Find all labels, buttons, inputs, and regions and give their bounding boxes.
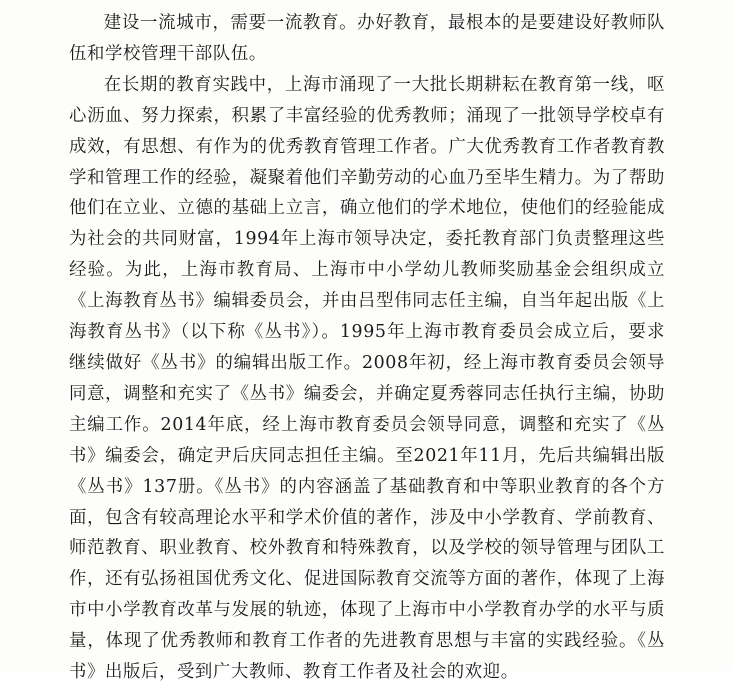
paragraph-history: 在长期的教育实践中，上海市涌现了一大批长期耕耘在教育第一线，呕心沥血、努力探索，积累了丰富经验的优秀教师；涌现了一批领导学校卓有成效，有思想、有作为的优秀教育管理工作者。广大优秀教育工作者教育教学和管理工作的经验，凝聚着他们辛勤劳动的心血乃至毕生精力。为了帮助他们在立业、立德的基础上立言，确立他们的学术地位，使他们的经验能成为社会的共同财富，1994年上海市领导决定，委托教育部门负责整理这些经验。为此，上海市教育局、上海市中小学幼儿教师奖励基金会组织成立《上海教育丛书》编辑委员会，并由吕型伟同志任主编，自当年起出版《上海教育丛书》（以下称《丛书》）。1995年上海市教育委员会成立后，要求继续做好《丛书》的编辑出版工作。2008年初，经上海市教育委员会领导同意，调整和充实了《丛书》编委会，并确定夏秀蓉同志任执行主编，协助主编工作。2014年底，经上海市教育委员会领导同意，调整和充实了《丛书》编委会，确定尹后庆同志担任主编。至2021年11月，先后共编辑出版《丛书》137册。《丛书》的内容涵盖了基础教育和中等职业教育的各个方面，包含有较高理论水平和学术价值的著作，涉及中小学教育、学前教育、师范教育、职业教育、校外教育和特殊教育，以及学校的领导管理与团队工作，还有弘扬祖国优秀文化、促进国际教育交流等方面的著作，体现了上海市中小学教育改革与发展的轨迹，体现了上海市中小学教育办学的水平与质量，体现了优秀教师和教育工作者的先进教育思想与丰富的实践经验。《丛书》出版后，受到广大教师、教育工作者及社会的欢迎。 [69,74,665,683]
document-body [69,8,665,688]
paragraph-intro: 建设一流城市，需要一流教育。办好教育，最根本的是要建设好教师队伍和学校管理干部队伍。 [69,13,665,64]
